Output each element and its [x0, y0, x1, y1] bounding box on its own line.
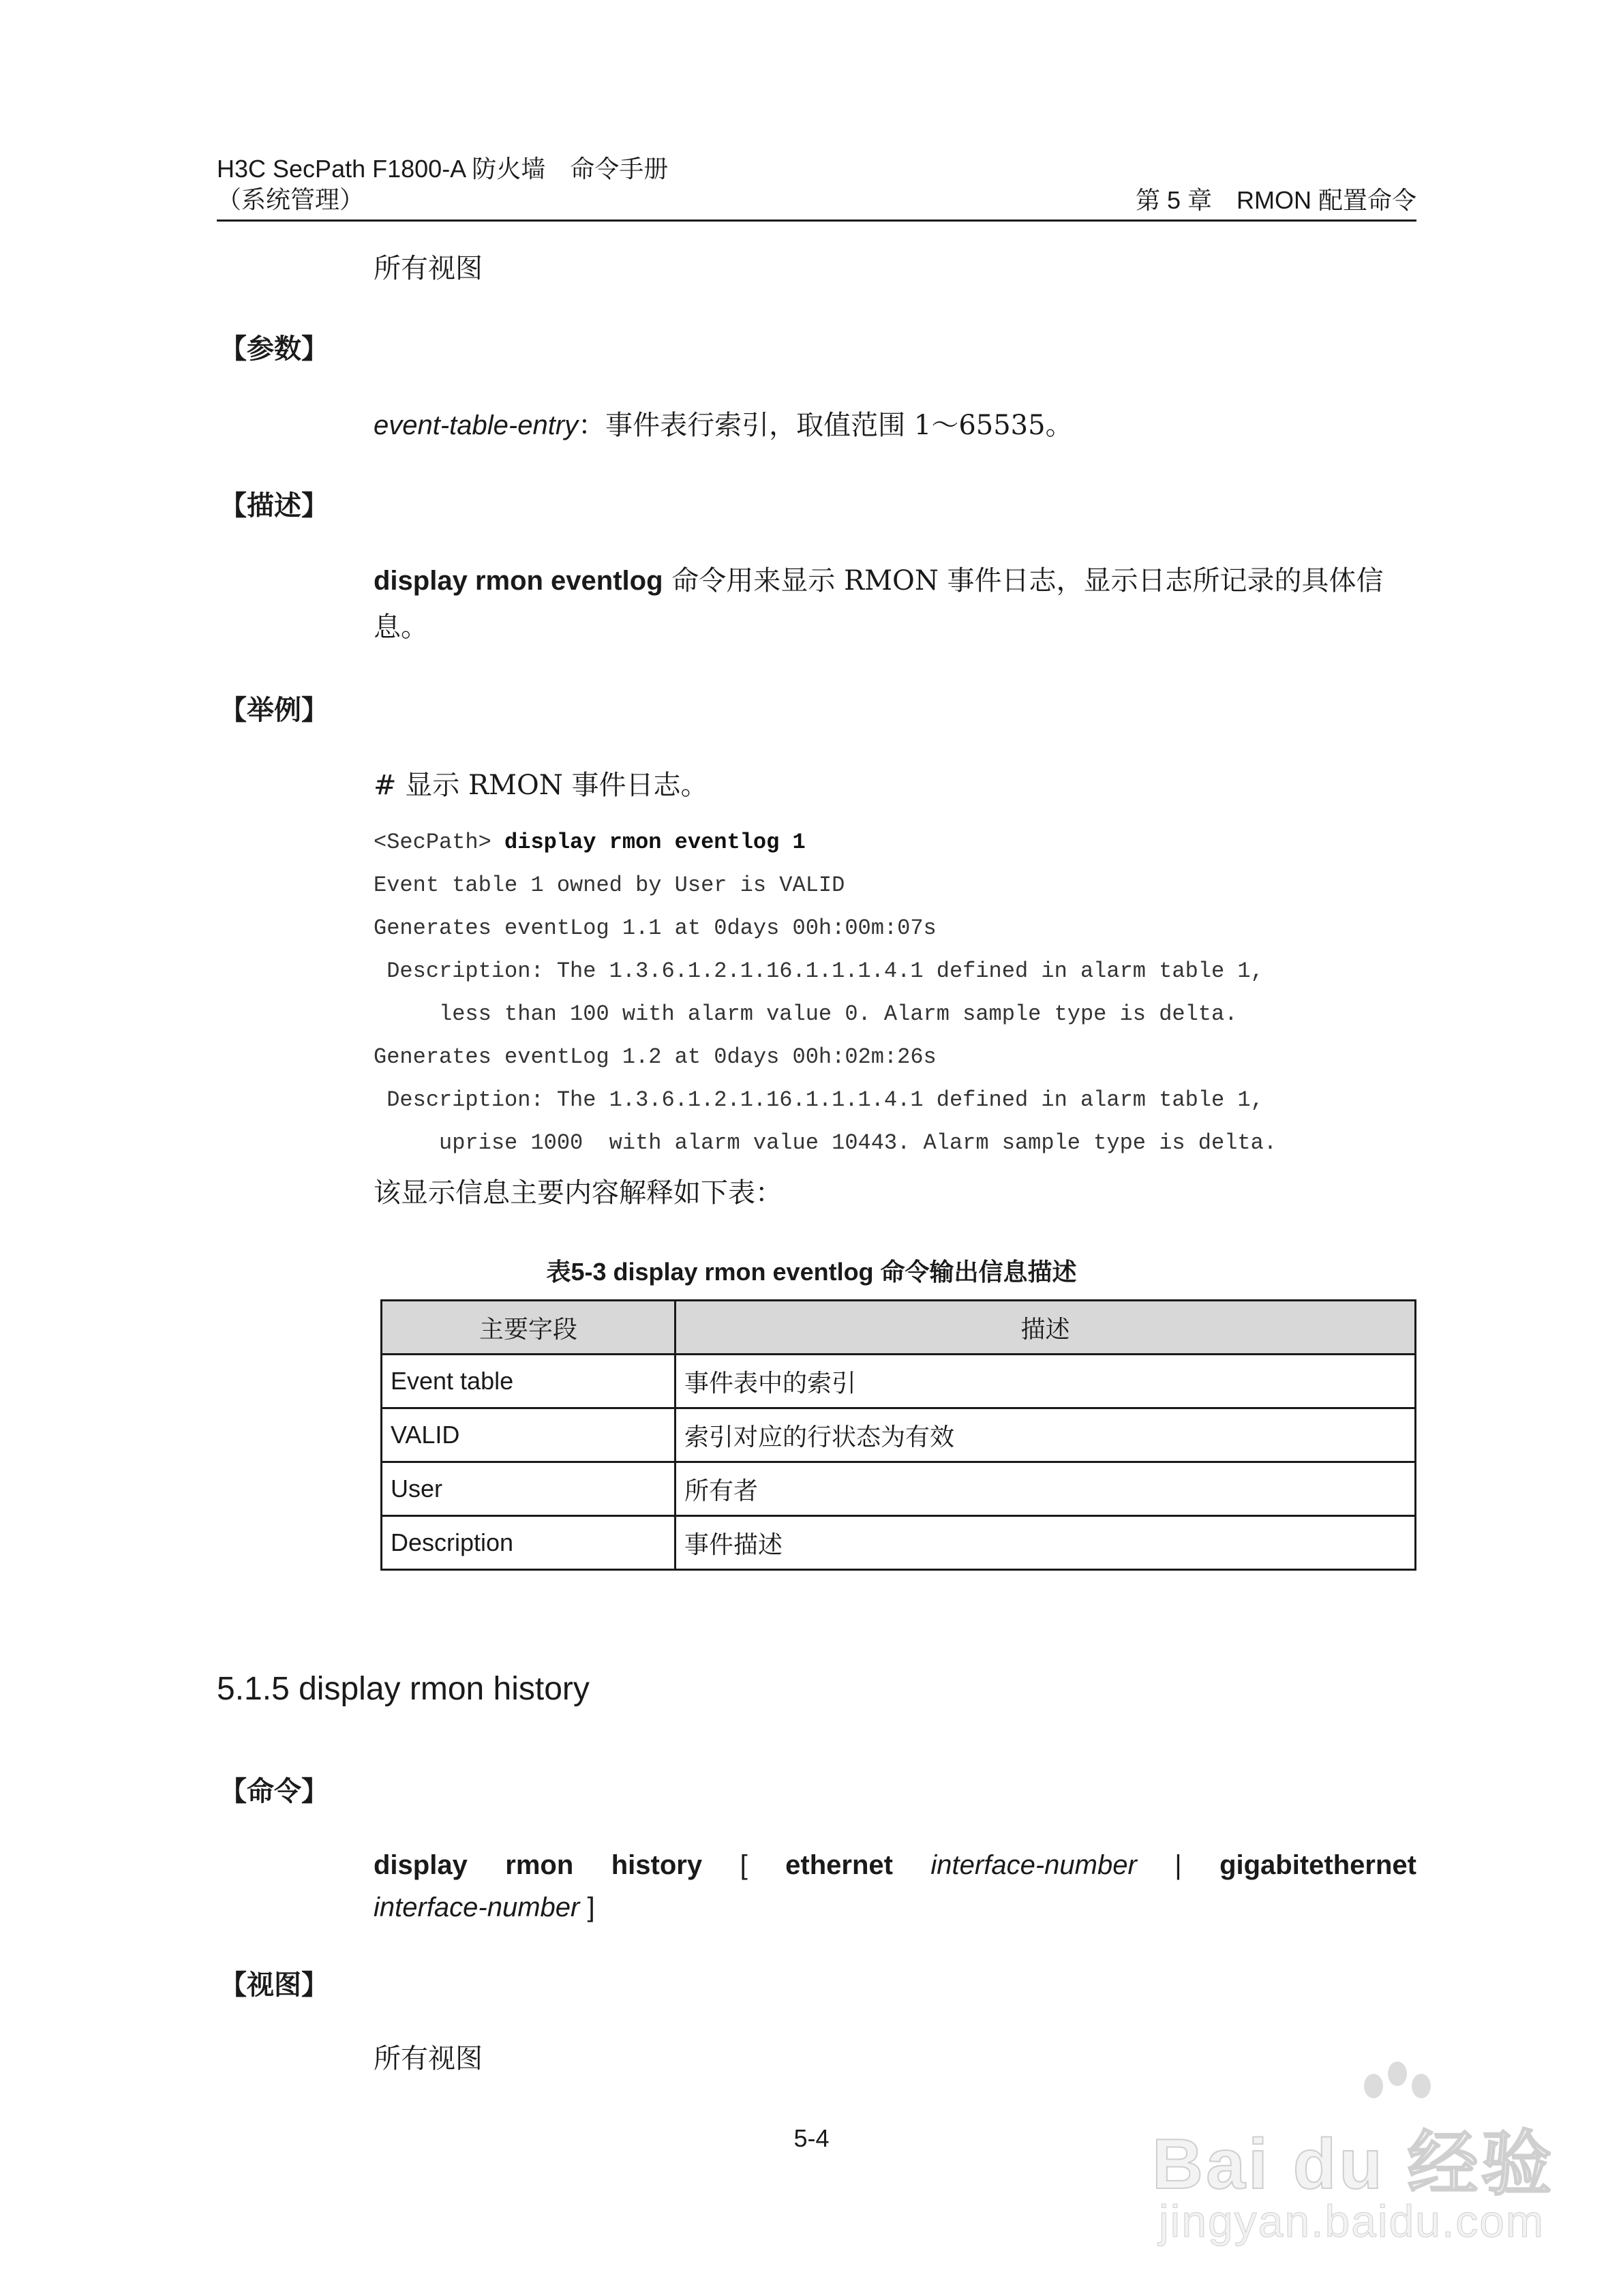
example-explain: 该显示信息主要内容解释如下表：: [374, 1177, 783, 1209]
command-heading: 【命令】: [219, 1775, 329, 1807]
table-row: [382, 1462, 1416, 1516]
cmd-bracket: [: [740, 1850, 748, 1880]
description-text-1: 命令用来显示 RMON 事件日志，显示日志所记录的具体信: [663, 565, 1384, 596]
code-command: display rmon eventlog 1: [504, 830, 806, 855]
table-row: [382, 1355, 1416, 1408]
table-cell-field: User: [382, 1462, 676, 1516]
example-heading: 【举例】: [219, 694, 329, 726]
code-line: Event table 1 owned by User is VALID: [374, 873, 845, 898]
table-cell-desc: 所有者: [676, 1462, 1416, 1516]
description-text-2: 息。: [374, 611, 428, 643]
table-cell-field: Event table: [382, 1355, 676, 1408]
section-title: 5.1.5 display rmon history: [217, 1671, 590, 1707]
output-description-table: [380, 1299, 1416, 1571]
table-caption: 表5-3 display rmon eventlog 命令输出信息描述: [546, 1258, 1077, 1286]
description-command: display rmon eventlog: [374, 566, 663, 596]
table-row: [382, 1516, 1416, 1570]
cmd-keyword: gigabitethernet: [1219, 1850, 1416, 1880]
table-cell-field: Description: [382, 1516, 676, 1570]
view-text: 所有视图: [374, 2043, 483, 2074]
cmd-keyword: display: [374, 1850, 468, 1880]
code-prompt-line: [374, 829, 806, 856]
cmd-argument: interface-number: [930, 1850, 1137, 1880]
watermark-brand: Bai du 经验: [1152, 2125, 1555, 2204]
example-intro: # 显示 RMON 事件日志。: [374, 770, 708, 801]
code-line: Description: The 1.3.6.1.2.1.16.1.1.1.4.1 defined in alarm table 1,: [374, 958, 1264, 984]
param-name: event-table-entry: [374, 410, 579, 440]
params-heading: 【参数】: [219, 333, 329, 365]
code-line: uprise 1000 with alarm value 10443. Alarm sample type is delta.: [374, 1130, 1277, 1155]
description-heading: 【描述】: [219, 489, 329, 522]
command-syntax-line1: [374, 1842, 1416, 1888]
cmd-separator: |: [1174, 1850, 1182, 1880]
code-line: less than 100 with alarm value 0. Alarm sample type is delta.: [374, 1001, 1238, 1027]
header-title: H3C SecPath F1800-A 防火墙 命令手册: [217, 155, 669, 183]
watermark-url: jingyan.baidu.com: [1159, 2196, 1545, 2246]
table-cell-field: VALID: [382, 1408, 676, 1462]
cmd-keyword: history: [611, 1850, 703, 1880]
code-line: Generates eventLog 1.1 at 0days 00h:00m:07s: [374, 916, 937, 941]
table-cell-desc: 索引对应的行状态为有效: [676, 1408, 1416, 1462]
page-number: 5-4: [793, 2124, 830, 2152]
code-line: Description: The 1.3.6.1.2.1.16.1.1.1.4.1 defined in alarm table 1,: [374, 1087, 1264, 1113]
command-syntax-line2: [374, 1884, 595, 1931]
header-chapter: 第 5 章 RMON 配置命令: [1135, 186, 1416, 214]
code-prompt: <SecPath>: [374, 830, 505, 855]
header-subtitle: （系统管理）: [217, 186, 365, 214]
table-row: [382, 1408, 1416, 1462]
cmd-bracket: ]: [579, 1892, 595, 1922]
code-line: Generates eventLog 1.2 at 0days 00h:02m:26s: [374, 1044, 937, 1070]
cmd-keyword: ethernet: [785, 1850, 893, 1880]
table-header-cell: 主要字段: [382, 1301, 676, 1355]
description-paragraph: [374, 558, 1416, 650]
table-cell-desc: 事件表中的索引: [676, 1355, 1416, 1408]
table-cell-desc: 事件描述: [676, 1516, 1416, 1570]
params-line: [374, 402, 1073, 449]
param-desc: ：事件表行索引，取值范围 1～65535。: [578, 410, 1073, 441]
table-header-row: [382, 1301, 1416, 1355]
cmd-keyword: rmon: [505, 1850, 574, 1880]
intro-view-text: 所有视图: [374, 253, 483, 284]
header-rule: [217, 220, 1416, 222]
view-heading: 【视图】: [219, 1969, 329, 2001]
cmd-argument: interface-number: [374, 1892, 580, 1922]
table-header-cell: 描述: [676, 1301, 1416, 1355]
